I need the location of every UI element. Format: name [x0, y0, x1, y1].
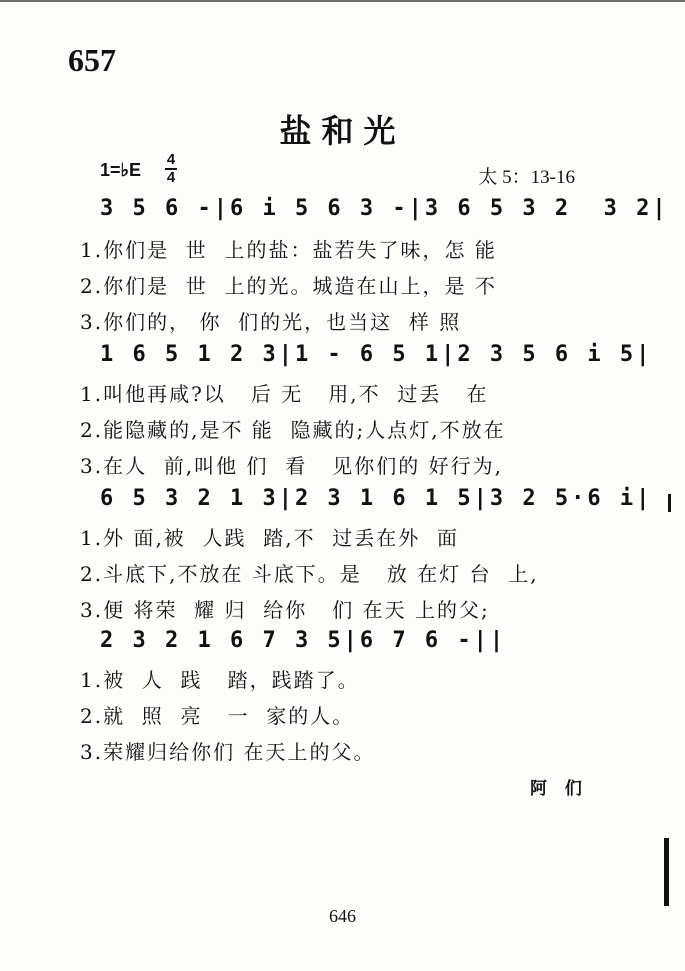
- key-signature: 1=♭E: [100, 160, 142, 180]
- scan-mark: [668, 494, 671, 512]
- amen-text: 阿 们: [530, 779, 588, 799]
- scan-mark: [664, 838, 669, 906]
- meter-bottom: 4: [166, 169, 176, 186]
- notation-line: 2 3 2 1 6 7 3 5|6 7 6 -||: [100, 628, 507, 653]
- notation-line: 3 5 6 -|6 i 5 6 3 -|3 6 5 3 2 3 2|: [100, 196, 669, 221]
- lyric-line: 2.斗底下,不放在 斗底下。是 放 在灯 台 上,: [80, 562, 539, 586]
- lyric-line: 3.在人 前,叫他 们 看 见你们的 好行为,: [80, 454, 504, 478]
- lyric-line: 1.叫他再咸?以 后 无 用,不 过丢 在: [80, 382, 489, 406]
- lyric-line: 3.你们的， 你 们的光，也当这 样 照: [80, 310, 462, 334]
- lyric-line: 2.就 照 亮 一 家的人。: [80, 704, 355, 728]
- lyric-line: 1.被 人 践 踏，践踏了。: [80, 668, 360, 692]
- lyric-line: 2.你们是 世 上的光。城造在山上，是 不: [80, 274, 497, 298]
- scan-border: [0, 0, 685, 2]
- notation-line: 1 6 5 1 2 3|1 - 6 5 1|2 3 5 6 i 5|: [100, 342, 653, 367]
- meter-top: 4: [166, 151, 176, 168]
- hymn-number: 657: [68, 42, 116, 78]
- hymn-title: 盐和光: [279, 112, 406, 150]
- lyric-line: 1.外 面,被 人践 踏,不 过丢在外 面: [80, 526, 460, 550]
- lyric-line: 1.你们是 世 上的盐：盐若失了味，怎 能: [80, 238, 497, 262]
- lyric-line: 3.便 将荣 耀 归 给你 们 在天 上的父;: [80, 598, 490, 622]
- notation-line: 6 5 3 2 1 3|2 3 1 6 1 5|3 2 5·6 i|: [100, 486, 653, 511]
- time-signature: [165, 152, 177, 186]
- lyric-line: 2.能隐藏的,是不 能 隐藏的;人点灯,不放在: [80, 418, 506, 442]
- lyric-line: 3.荣耀归给你们 在天上的父。: [80, 740, 376, 764]
- page-number: 646: [329, 906, 356, 926]
- scripture-reference: 太 5：13-16: [478, 167, 575, 188]
